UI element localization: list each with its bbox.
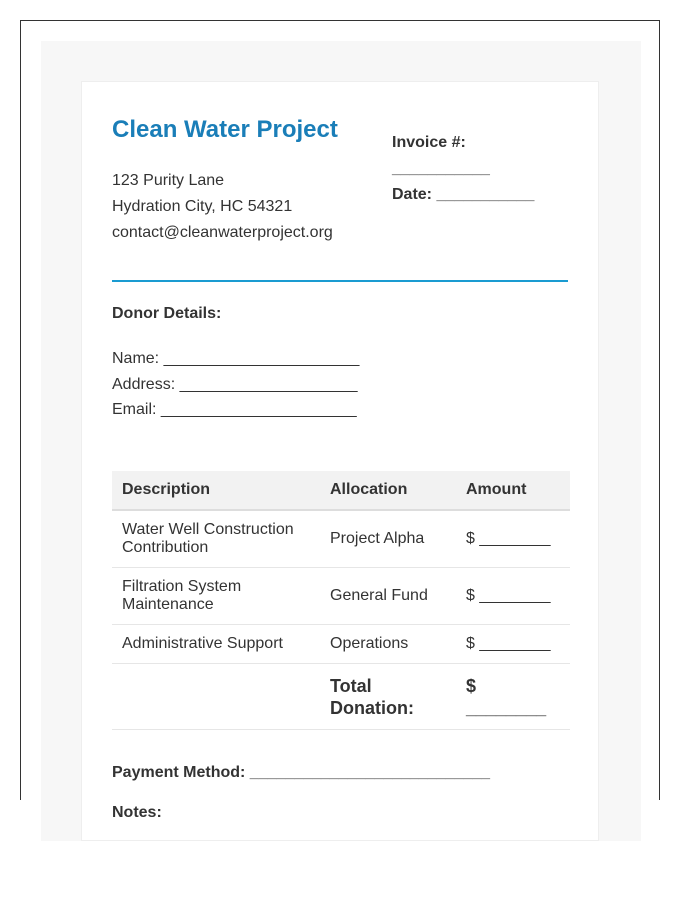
- donor-name-field: Name: ______________________: [112, 350, 360, 367]
- notes-label: Notes:: [112, 803, 162, 821]
- total-empty-cell: [112, 663, 320, 729]
- total-label: Total Donation:: [320, 663, 456, 729]
- organization-name: Clean Water Project: [112, 116, 338, 143]
- row-amount: $ ________: [456, 567, 570, 624]
- total-amount: $ ________: [456, 663, 570, 729]
- row-description: Administrative Support: [112, 624, 320, 663]
- document-background: [41, 41, 641, 841]
- donation-table: [112, 471, 570, 730]
- invoice-number-field: Invoice #: ___________: [392, 134, 490, 177]
- invoice-header: [112, 82, 568, 282]
- table-row: [112, 510, 570, 568]
- payment-method-field: Payment Method: ___________________________: [112, 763, 491, 781]
- invoice-meta: [392, 130, 568, 208]
- invoice-date-field: Date: ___________: [392, 186, 535, 203]
- document-frame: [20, 20, 660, 821]
- row-amount: $ ________: [456, 510, 570, 568]
- donor-address-field: Address: ____________________: [112, 375, 358, 393]
- invoice-sheet: [81, 81, 599, 841]
- organization-email: contact@cleanwaterproject.org: [112, 224, 333, 241]
- row-allocation: General Fund: [320, 567, 456, 624]
- column-header-amount: Amount: [456, 471, 570, 510]
- column-header-description: Description: [112, 471, 320, 510]
- donor-details-heading: Donor Details:: [112, 305, 222, 322]
- row-amount: $ ________: [456, 624, 570, 663]
- donor-email-field: Email: ______________________: [112, 401, 357, 418]
- table-header-row: [112, 471, 570, 510]
- total-row: [112, 663, 570, 729]
- table-row: [112, 567, 570, 624]
- organization-address: [112, 168, 333, 246]
- table-row: [112, 624, 570, 663]
- row-allocation: Project Alpha: [320, 510, 456, 568]
- donor-fields: [112, 346, 568, 423]
- column-header-allocation: Allocation: [320, 471, 456, 510]
- address-line-1: 123 Purity Lane: [112, 172, 225, 189]
- row-description: Water Well Construction Contribution: [112, 510, 320, 568]
- row-description: Filtration System Maintenance: [112, 567, 320, 624]
- row-allocation: Operations: [320, 624, 456, 663]
- address-line-2: Hydration City, HC 54321: [112, 198, 293, 215]
